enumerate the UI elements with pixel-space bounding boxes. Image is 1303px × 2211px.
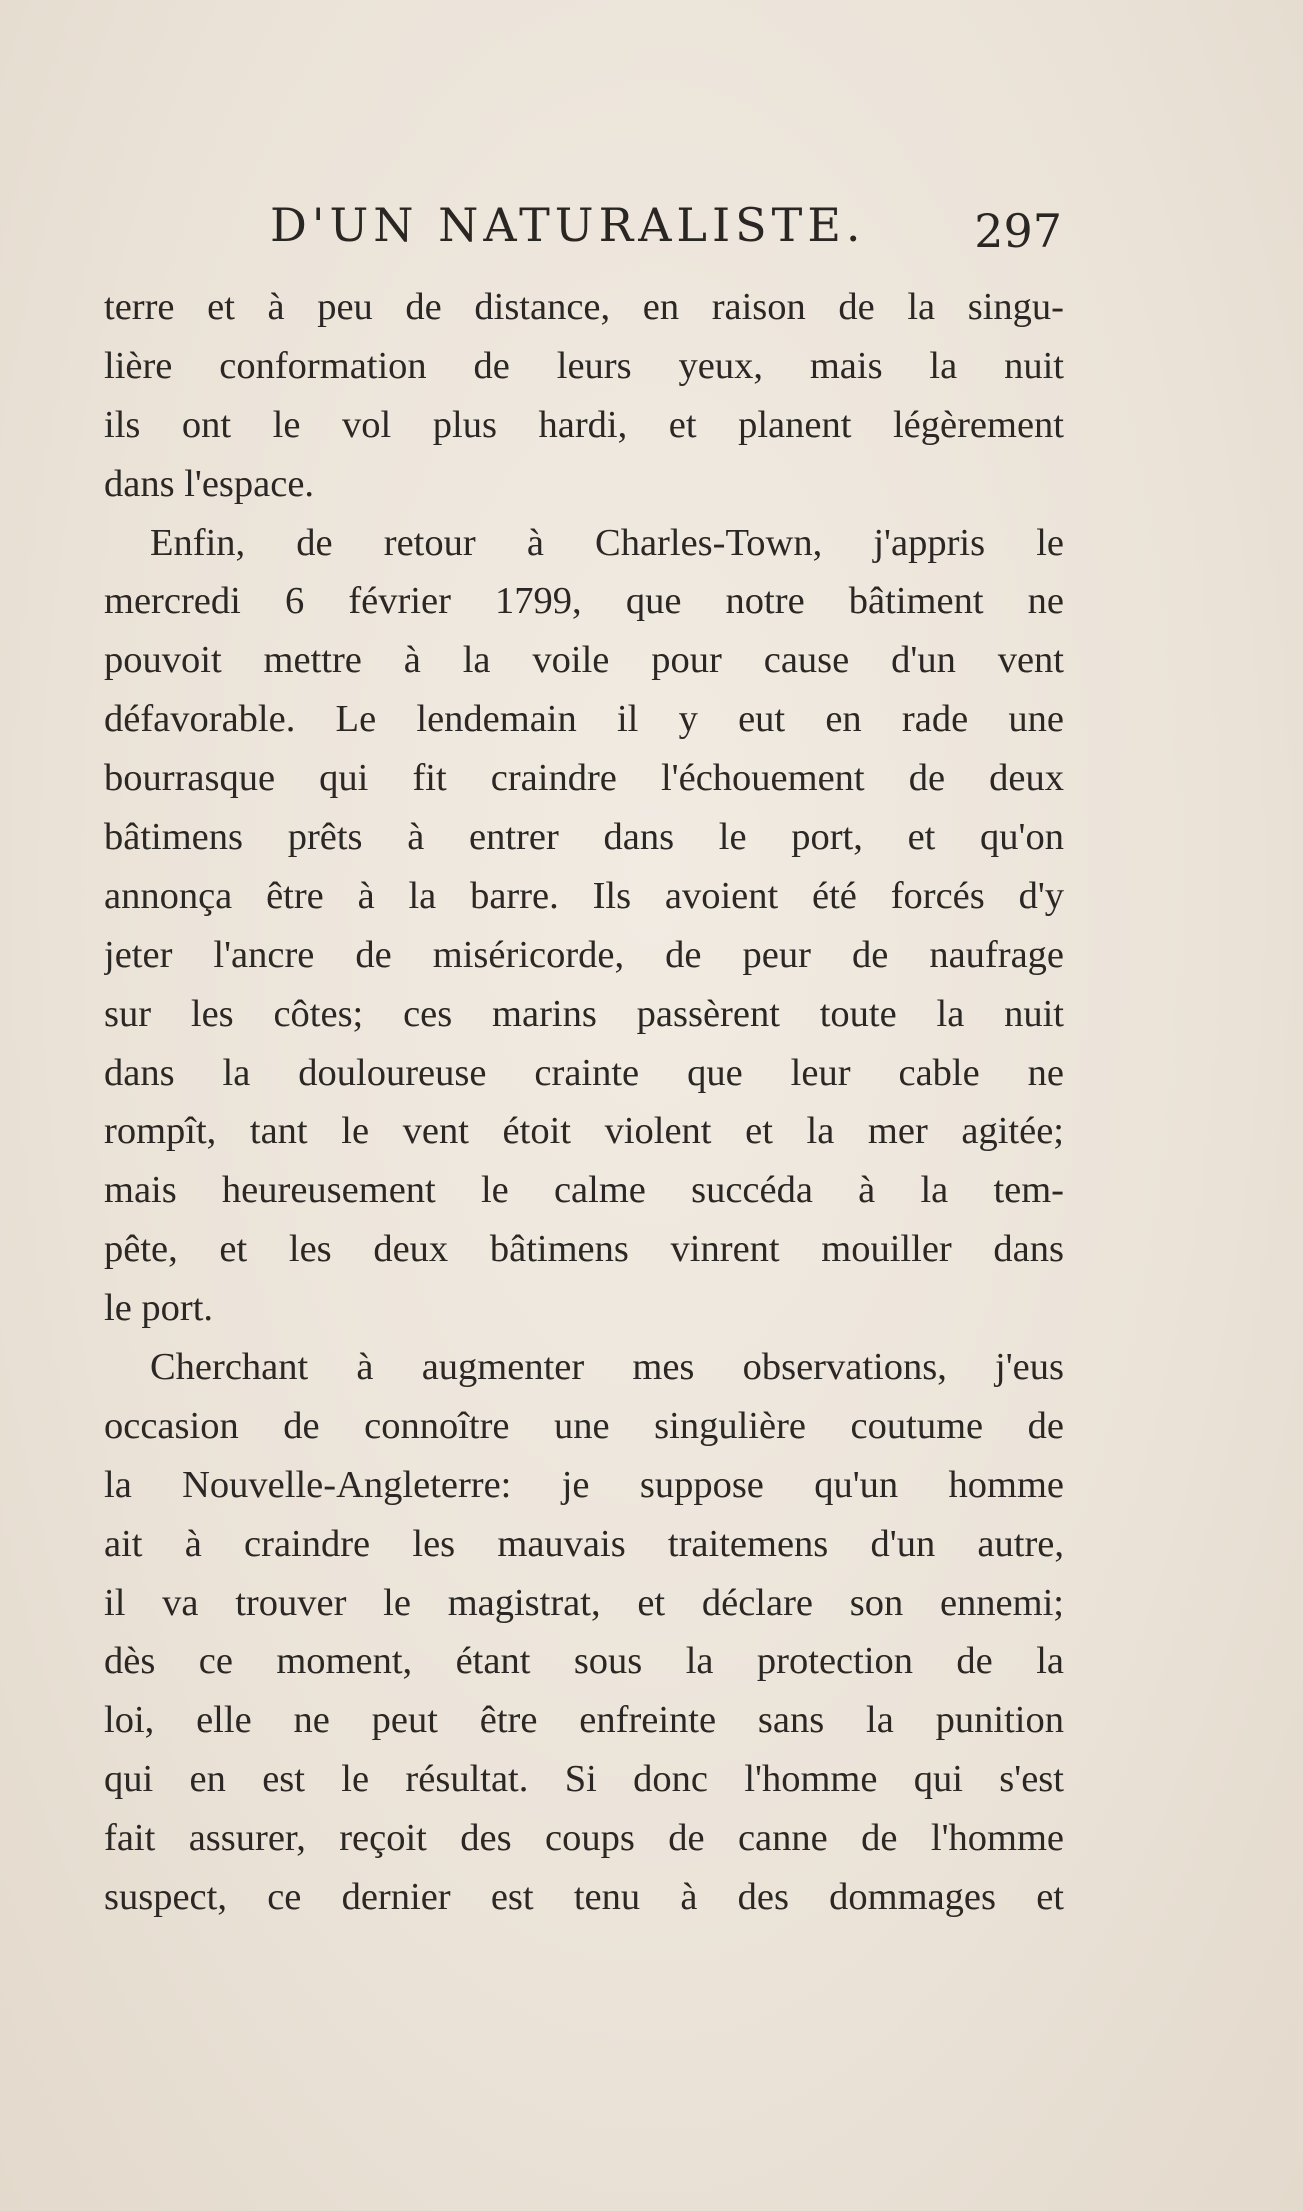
text-line: mercredi 6 février 1799, que notre bâtiment ne [104,580,1064,623]
text-line: rompît, tant le vent étoit violent et la mer agitée; [104,1110,1064,1153]
text-line: qui en est le résultat. Si donc l'homme qui s'est [104,1758,1064,1801]
text-line: Cherchant à augmenter mes observations, j'eus [150,1346,1064,1389]
text-line: fait assurer, reçoit des coups de canne de l'homme [104,1817,1064,1860]
text-line: loi, elle ne peut être enfreinte sans la punition [104,1699,1064,1742]
text-line: défavorable. Le lendemain il y eut en rade une [104,698,1064,741]
text-line: dans la douloureuse crainte que leur cable ne [104,1051,1064,1094]
text-line: la Nouvelle-Angleterre: je suppose qu'un homme [104,1463,1064,1506]
text-line: il va trouver le magistrat, et déclare son ennemi; [104,1581,1064,1624]
text-line: pouvoit mettre à la voile pour cause d'un vent [104,639,1064,682]
page-header [270,198,1070,268]
text-line: pête, et les deux bâtimens vinrent mouiller dans [104,1228,1064,1271]
text-line: dans l'espace. [104,462,315,505]
text-line: ait à craindre les mauvais traitemens d'un autre, [104,1522,1064,1565]
page-number: 297 [974,204,1062,258]
text-line: mais heureusement le calme succéda à la tem- [104,1169,1064,1212]
text-line: bâtimens prêts à entrer dans le port, et qu'on [104,816,1064,859]
text-line: occasion de connoître une singulière coutume de [104,1404,1064,1447]
text-line: dès ce moment, étant sous la protection de la [104,1640,1064,1683]
running-title: D'UN NATURALISTE. [270,198,866,252]
text-line: annonça être à la barre. Ils avoient été forcés d'y [104,874,1064,917]
text-line: jeter l'ancre de miséricorde, de peur de naufrage [104,933,1064,976]
text-line: suspect, ce dernier est tenu à des dommages et [104,1876,1064,1919]
text-line: Enfin, de retour à Charles-Town, j'appris le [150,521,1064,564]
text-line: le port. [104,1287,214,1330]
text-line: sur les côtes; ces marins passèrent toute la nuit [104,992,1064,1035]
text-line: lière conformation de leurs yeux, mais la nuit [104,344,1064,387]
body-text [104,278,1064,1927]
text-line: terre et à peu de distance, en raison de la singu- [104,286,1064,328]
text-line: bourrasque qui fit craindre l'échouement de deux [104,757,1064,800]
text-line: ils ont le vol plus hardi, et planent légèrement [104,403,1064,446]
